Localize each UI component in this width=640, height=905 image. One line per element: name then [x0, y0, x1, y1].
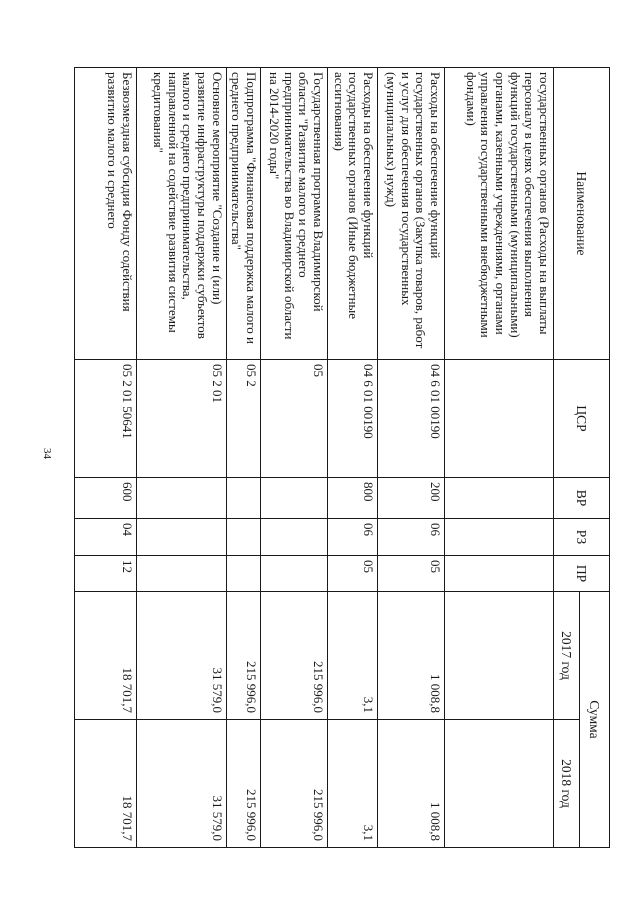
row-vr — [445, 478, 554, 519]
row-2018: 31 579,0 — [136, 720, 226, 848]
row-2018: 215 996,0 — [226, 720, 260, 848]
row-2018: 3,1 — [328, 720, 378, 848]
row-2018 — [445, 720, 554, 848]
row-2017: 1 008,8 — [378, 592, 445, 720]
row-pr: 05 — [328, 556, 378, 592]
row-name: Безвозмездная субсидия Фонду содействия развитию малого и среднего — [74, 68, 136, 360]
row-name: Расходы на обеспечение функций государственных органов (Иные бюджетные ассигнования) — [328, 68, 378, 360]
row-vr — [226, 478, 260, 519]
row-pr — [261, 556, 328, 592]
table-row — [378, 68, 445, 848]
table-row — [328, 68, 378, 848]
row-name: Расходы на обеспечение функций государственных органов (Закупка товаров, работ и услуг для обеспечения государственных (муниципальных) нужд) — [378, 68, 445, 360]
row-2017 — [445, 592, 554, 720]
row-name: Подпрограмма "Финансовая поддержка малого и среднего предпринимательства" — [226, 68, 260, 360]
header-rz: РЗ — [554, 519, 610, 556]
row-2018: 215 996,0 — [261, 720, 328, 848]
row-2017: 3,1 — [328, 592, 378, 720]
row-rz — [136, 519, 226, 556]
header-vr: ВР — [554, 478, 610, 519]
row-rz — [261, 519, 328, 556]
row-2018: 18 701,7 — [74, 720, 136, 848]
row-csr: 04 6 01 00190 — [328, 360, 378, 478]
budget-table-rotated — [75, 67, 610, 847]
table-row — [74, 68, 136, 848]
row-vr — [261, 478, 328, 519]
header-sum: Сумма — [580, 592, 610, 848]
header-2017: 2017 год — [554, 592, 580, 720]
header-csr: ЦСР — [554, 360, 610, 478]
row-vr: 600 — [74, 478, 136, 519]
header-2018: 2018 год — [554, 720, 580, 848]
row-rz: 06 — [328, 519, 378, 556]
row-csr: 05 2 01 — [136, 360, 226, 478]
row-csr: 05 — [261, 360, 328, 478]
row-rz: 04 — [74, 519, 136, 556]
row-2017: 31 579,0 — [136, 592, 226, 720]
row-pr: 12 — [74, 556, 136, 592]
row-vr — [136, 478, 226, 519]
row-2017: 18 701,7 — [74, 592, 136, 720]
table-row — [445, 68, 554, 848]
row-rz — [445, 519, 554, 556]
row-name: Государственная программа Владимирской области "Развитие малого и среднего предпринимательства во Владимирской области на 2014-2020 годы" — [261, 68, 328, 360]
budget-table — [74, 67, 610, 848]
header-name: Наименование — [554, 68, 610, 360]
row-name: государственных органов (Расходы на выплаты персоналу в целях обеспечения выполнения функций государственными (муниципальными) органами, казенными учреждениями, органами управления государственными внебюджетными фондами) — [445, 68, 554, 360]
table-row — [226, 68, 260, 848]
row-csr: 05 2 — [226, 360, 260, 478]
row-2018: 1 008,8 — [378, 720, 445, 848]
row-name: Основное мероприятие "Создание и (или) развитие инфраструктуры поддержки субъектов малого и среднего предпринимательства, направленной на содействие развития системы кредитования" — [136, 68, 226, 360]
table-row — [261, 68, 328, 848]
row-pr: 05 — [378, 556, 445, 592]
row-vr: 200 — [378, 478, 445, 519]
row-vr: 800 — [328, 478, 378, 519]
row-pr — [226, 556, 260, 592]
row-pr — [136, 556, 226, 592]
row-csr: 05 2 01 50641 — [74, 360, 136, 478]
row-2017: 215 996,0 — [261, 592, 328, 720]
row-rz — [226, 519, 260, 556]
row-csr: 04 6 01 00190 — [378, 360, 445, 478]
row-csr — [445, 360, 554, 478]
row-rz: 06 — [378, 519, 445, 556]
page-number: 34 — [41, 448, 53, 459]
header-pr: ПР — [554, 556, 610, 592]
table-row — [136, 68, 226, 848]
row-2017: 215 996,0 — [226, 592, 260, 720]
row-pr — [445, 556, 554, 592]
